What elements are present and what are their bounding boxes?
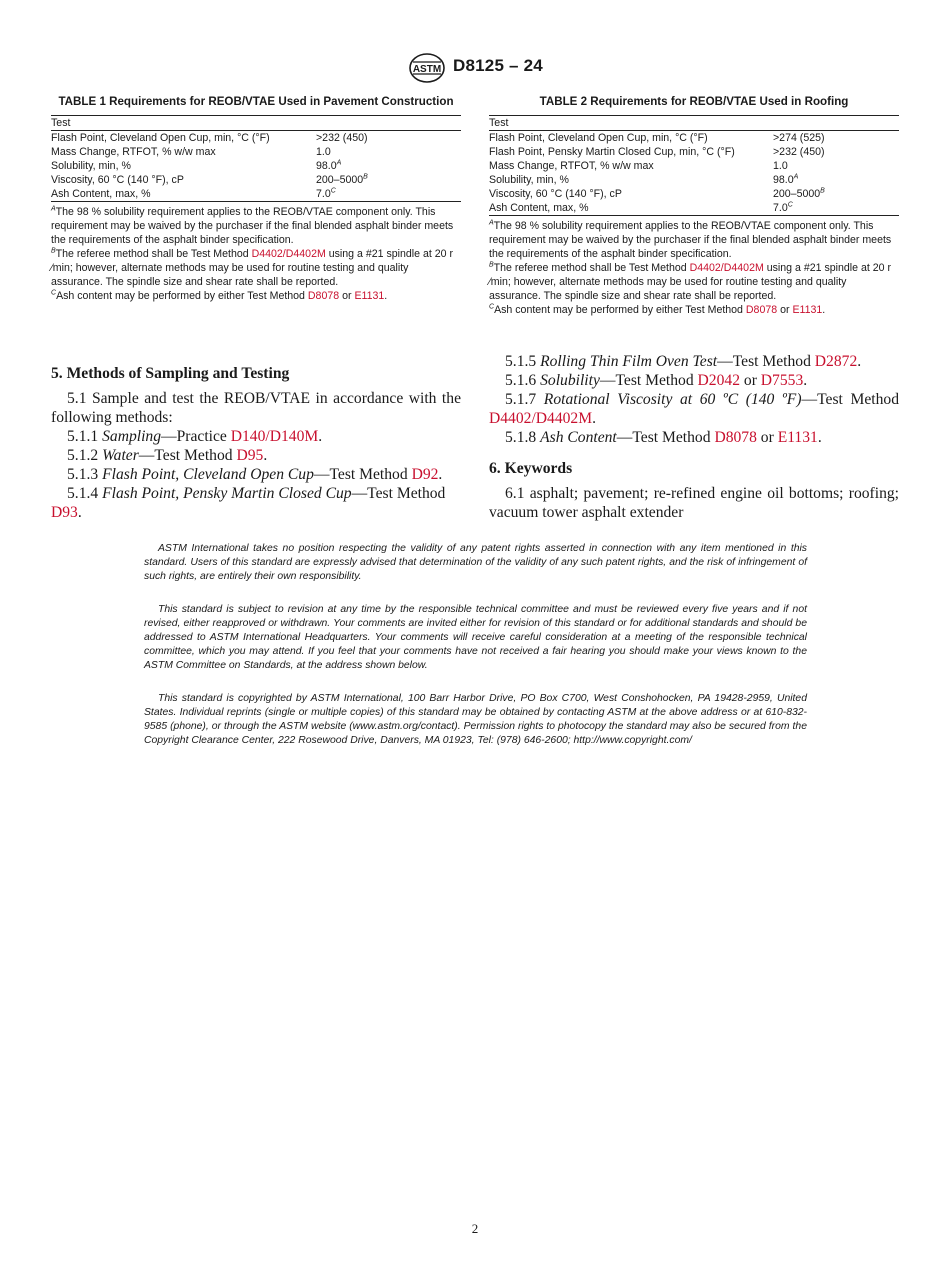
table-row (489, 201, 899, 215)
test-name-cell: Solubility, min, % (489, 174, 569, 186)
link-e1131[interactable]: E1131 (777, 429, 818, 446)
item-5-1-2: 5.1.2 Water—Test Method D95. (67, 447, 268, 464)
item-5-1-6: 5.1.6 Solubility—Test Method D2042 or D7553. (505, 372, 808, 389)
item-5-1-1: 5.1.1 Sampling—Practice D140/D140M. (67, 428, 323, 445)
table-row (489, 131, 899, 145)
link-d95[interactable]: D95 (236, 447, 264, 464)
requirement-value-cell: >232 (450) (316, 132, 368, 144)
table-row (51, 131, 461, 145)
test-name-cell: Flash Point, Cleveland Open Cup, min, °C (°F) (489, 132, 708, 144)
requirement-value-cell: $98.0^A$ (316, 159, 342, 172)
link-d93[interactable]: D93 (51, 504, 78, 521)
link-d140[interactable]: D140/D140M (230, 428, 319, 445)
test-name-cell: Ash Content, max, % (51, 188, 151, 200)
link-d8078[interactable]: D8078 (307, 290, 340, 302)
table-2-footnote-c: $^C$Ash content may be performed by either Test Method D8078 or E1131. (489, 303, 826, 316)
requirement-value-cell: 1.0 (316, 146, 331, 158)
astm-notice (144, 542, 807, 767)
table-1-footnote-c: $^C$Ash content may be performed by either Test Method D8078 or E1131. (51, 289, 388, 302)
requirement-value-cell: >232 (450) (773, 146, 825, 158)
table-row (51, 187, 461, 201)
table-1-footnotes (51, 205, 461, 303)
link-d4402[interactable]: D4402/D4402M (489, 410, 593, 427)
table-row (51, 159, 461, 173)
requirement-value-cell: $200-5000^B$ (316, 173, 368, 186)
table-1-title: TABLE 1 Requirements for REOB/VTAE Used in Pavement Construction (58, 95, 454, 108)
footnote-marker: C (787, 201, 793, 209)
requirement-value-cell: $7.0^C$ (316, 187, 336, 200)
link-e1131[interactable]: E1131 (354, 290, 385, 302)
table-1-header-row (51, 116, 461, 130)
link-d2042[interactable]: D2042 (697, 372, 740, 389)
item-5-1-5: 5.1.5 Rolling Thin Film Oven Test—Test Method D2872. (505, 353, 862, 370)
test-name-cell: Flash Point, Pensky Martin Closed Cup, min, °C (°F) (489, 146, 735, 158)
section-6-heading: 6. Keywords (489, 460, 573, 477)
footnote-marker: B (363, 173, 368, 181)
table-1-col-header: Test (51, 117, 71, 129)
link-d2872[interactable]: D2872 (814, 353, 858, 370)
section-5-heading: 5. Methods of Sampling and Testing (51, 365, 290, 382)
table-row (51, 145, 461, 159)
footnote-marker: A (793, 173, 799, 181)
table-2-col-header: Test (489, 117, 509, 129)
test-name-cell: Ash Content, max, % (489, 202, 589, 214)
link-d92[interactable]: D92 (411, 466, 439, 483)
table-1-body (51, 131, 461, 201)
item-5-1-4: 5.1.4 Flash Point, Pensky Martin Closed Cup—Test Method D93. (51, 485, 446, 521)
item-5-1-7: 5.1.7 Rotational Viscosity at 60 ºC (140 ºF)—Test Method D4402/D4402M. (489, 391, 900, 427)
link-d7553[interactable]: D7553 (760, 372, 804, 389)
link-e1131[interactable]: E1131 (792, 304, 823, 316)
document-id: D8125 – 24 (453, 56, 543, 75)
left-text-column (51, 364, 461, 522)
test-name-cell: Mass Change, RTFOT, % w/w max (51, 146, 216, 158)
test-name-cell: Viscosity, 60 °C (140 °F), cP (489, 188, 622, 200)
requirement-value-cell: $200-5000^B$ (773, 187, 825, 200)
notice-revision: This standard is subject to revision at any time by the responsible technical committee and must be reviewed every five years and if not revised, either reapproved or withdrawn. Your comments are invited either for revision of this standard or for additional standards and should be addressed to ASTM International Headquarters. Your comments will receive careful consideration at a meeting of the responsible technical committee, which you may attend. If you feel that your comments have not received a fair hearing you should make your views known to the ASTM Committee on Standards, at the address shown below. (144, 604, 807, 671)
logo-text: ASTM (412, 64, 442, 75)
item-5-1-3: 5.1.3 Flash Point, Cleveland Open Cup—Test Method D92. (67, 466, 443, 483)
footnote-marker: C (330, 187, 336, 195)
section-5-1-intro: 5.1 Sample and test the REOB/VTAE in accordance with the following methods: (51, 390, 461, 426)
table-1-footnote-a: $^A$The 98 % solubility requirement applies to the REOB/VTAE component only. This requirement may be waived by the purchaser if the final blended asphalt binder meets the requirements of the asphalt binder specification. (51, 205, 454, 246)
table-2-header-row (489, 116, 899, 130)
table-2-footnote-b: $^B$The referee method shall be Test Method D4402/D4402M using a #21 spindle at 20 r ⁄min; however, alternate methods may be used for routine testing and quality assurance. The spindle size and shear rate shall be reported. (489, 261, 891, 302)
requirement-value-cell: 1.0 (773, 160, 788, 172)
table-1-footnote-b: $^B$The referee method shall be Test Method D4402/D4402M using a #21 spindle at 20 r ⁄min; however, alternate methods may be used for routine testing and quality assurance. The spindle size and shear rate shall be reported. (51, 247, 453, 288)
requirement-value-cell: >274 (525) (773, 132, 825, 144)
requirement-value-cell: $7.0^C$ (773, 201, 793, 214)
page-header (0, 52, 950, 86)
test-name-cell: Viscosity, 60 °C (140 °F), cP (51, 174, 184, 186)
link-d8078[interactable]: D8078 (714, 429, 757, 446)
table-2-body (489, 131, 899, 215)
footnote-marker: B (820, 187, 825, 195)
link-d4402[interactable]: D4402/D4402M (689, 262, 764, 274)
test-name-cell: Mass Change, RTFOT, % w/w max (489, 160, 654, 172)
item-5-1-8: 5.1.8 Ash Content—Test Method D8078 or E1131. (505, 429, 822, 446)
notice-patent: ASTM International takes no position respecting the validity of any patent rights asserted in connection with any item mentioned in this standard. Users of this standard are expressly advised that determination of the validity of any such patent rights, and the risk of infringement of such rights, are entirely their own responsibility. (144, 543, 807, 582)
link-d4402[interactable]: D4402/D4402M (251, 248, 326, 260)
table-2-footnotes (489, 219, 899, 317)
notice-copyright: This standard is copyrighted by ASTM International, 100 Barr Harbor Drive, PO Box C700, West Conshohocken, PA 19428-2959, United States. Individual reprints (single or multiple copies) of this standard may be obtained by contacting ASTM at the above address or at 610-832-9585 (phone), or through the ASTM website (www.astm.org/contact). Permission rights to photocopy the standard may also be secured from the Copyright Clearance Center, 222 Rosewood Drive, Danvers, MA 01923, Tel: (978) 646-2600; http://www.copyright.com/ (144, 693, 807, 746)
table-row (51, 173, 461, 187)
table-row (489, 173, 899, 187)
table-row (489, 187, 899, 201)
page-number: 2 (471, 1221, 479, 1236)
table-2-footnote-a: $^A$The 98 % solubility requirement applies to the REOB/VTAE component only. This requirement may be waived by the purchaser if the final blended asphalt binder meets the requirements of the asphalt binder specification. (489, 219, 892, 260)
test-name-cell: Flash Point, Cleveland Open Cup, min, °C (°F) (51, 132, 270, 144)
footnote-marker: A (336, 159, 342, 167)
link-d8078[interactable]: D8078 (745, 304, 778, 316)
test-name-cell: Solubility, min, % (51, 160, 131, 172)
right-text-column (489, 352, 899, 522)
table-row (489, 159, 899, 173)
astm-logo-icon (408, 52, 446, 84)
table-2-title: TABLE 2 Requirements for REOB/VTAE Used in Roofing (539, 95, 849, 108)
section-6-1-text: 6.1 asphalt; pavement; re-refined engine oil bottoms; roofing; vacuum tower asphalt extender (489, 485, 899, 521)
table-row (489, 145, 899, 159)
requirement-value-cell: $98.0^A$ (773, 173, 799, 186)
table-1 (51, 94, 461, 303)
table-2 (489, 94, 899, 317)
